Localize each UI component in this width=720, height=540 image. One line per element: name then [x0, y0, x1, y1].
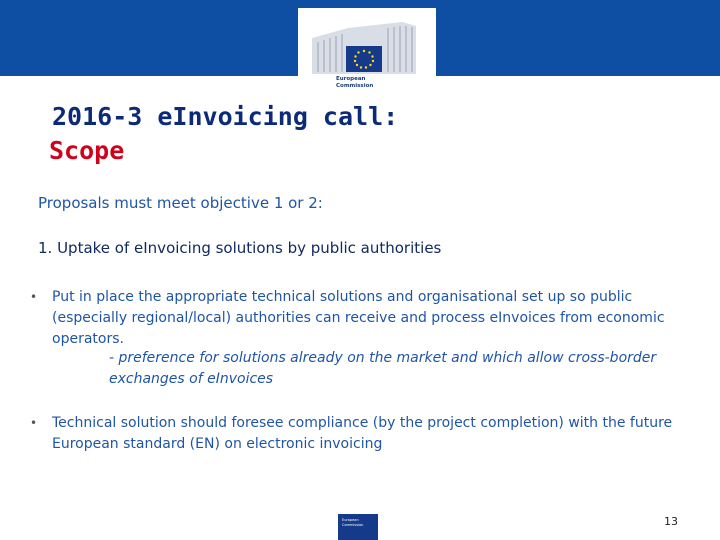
logo-text [336, 76, 373, 90]
bullet-item [30, 287, 690, 350]
objective-heading: 1. Uptake of eInvoicing solutions by public authorities [38, 239, 442, 257]
footer-logo [338, 514, 378, 540]
european-commission-logo-icon [298, 8, 436, 106]
bullet-dot-icon: • [30, 290, 38, 304]
footer-logo-text: European Commission [342, 518, 364, 527]
logo-line-european: European [336, 76, 366, 82]
logo-line-commission: Commission [336, 83, 374, 89]
bullet-text: Put in place the appropriate technical solutions and organisational set up so public (especially regional/local) authorities can receive and process eInvoices from economic operators. [52, 289, 665, 347]
bullet-text: Technical solution should foresee compliance (by the project completion) with the future European standard (EN) on electronic invoicing [52, 415, 673, 452]
intro-text: Proposals must meet objective 1 or 2: [38, 194, 323, 212]
bullet-item [30, 413, 690, 455]
slide-title [49, 100, 399, 168]
european-commission-logo [298, 8, 436, 106]
page-number: 13 [664, 515, 678, 528]
sub-note: - preference for solutions already on the market and which allow cross-border exchanges of eInvoices [109, 350, 657, 387]
title-line-2: Scope [49, 136, 125, 165]
bullet-dot-icon: • [30, 416, 38, 430]
title-line-1: 2016-3 eInvoicing call: [52, 102, 399, 131]
